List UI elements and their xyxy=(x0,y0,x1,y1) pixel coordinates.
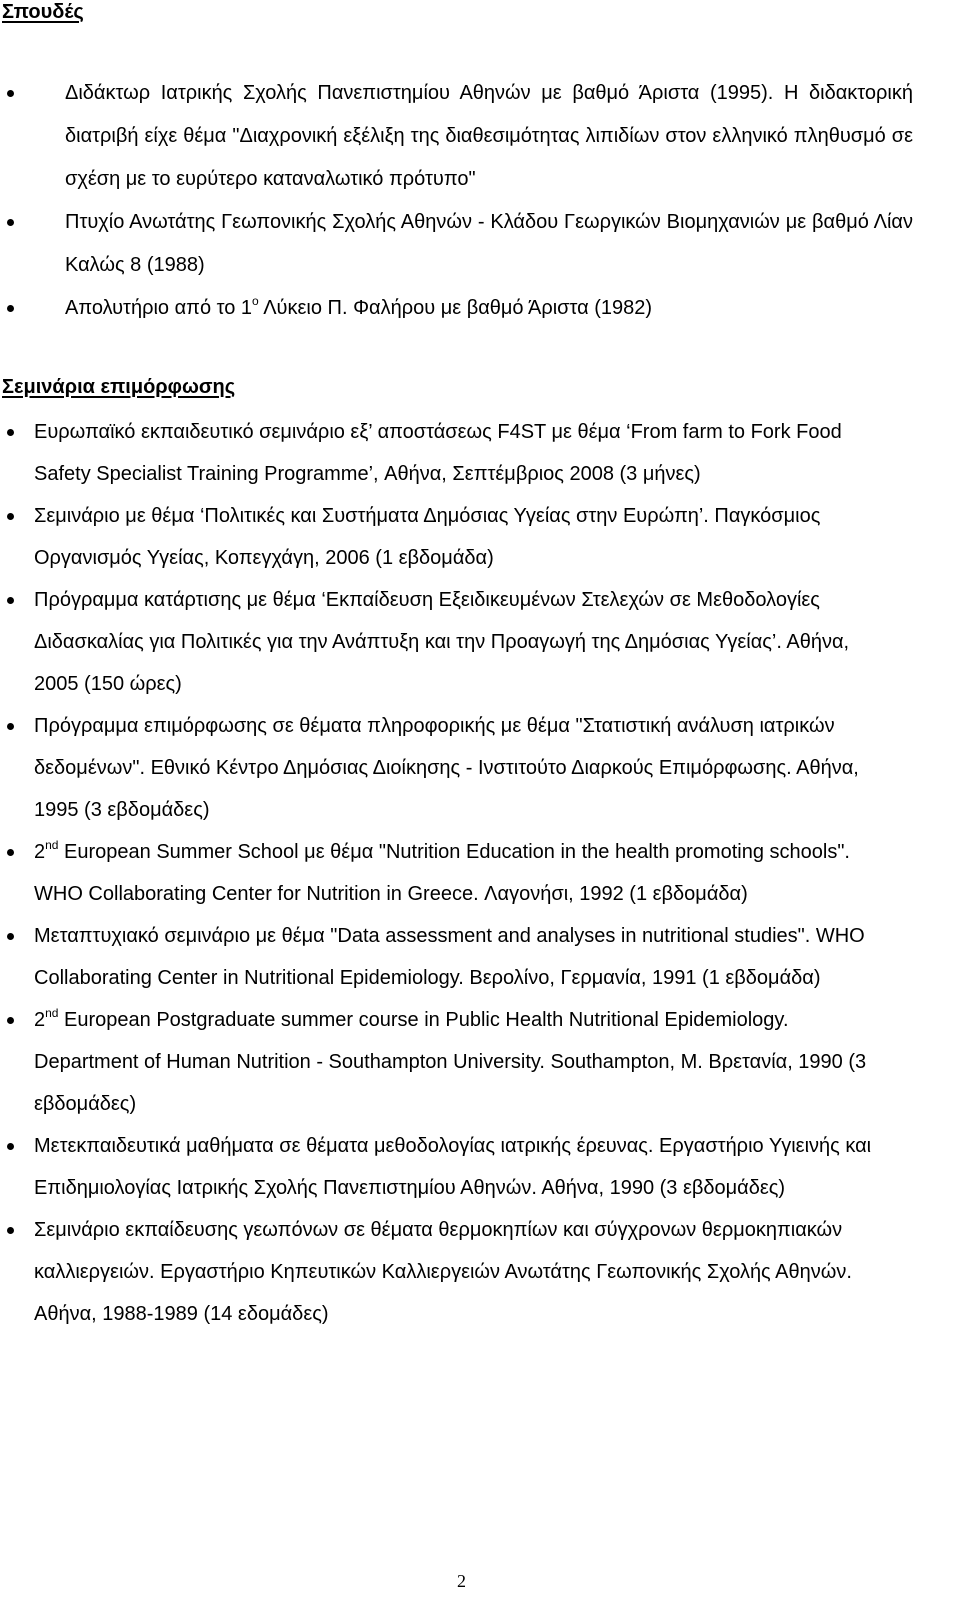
list-item xyxy=(0,705,960,831)
list-item xyxy=(0,201,960,287)
list-item-text: Διδάκτωρ Ιατρικής Σχολής Πανεπιστημίου Αθηνών με βαθμό Άριστα (1995). Η διδακτορική διατριβή είχε θέμα "Διαχρονική εξέλιξη της διαθεσιμότητας λιπιδίων στον ελληνικό πληθυσμό σε σχέση με το ευρύτερο καταναλωτικό πρότυπο" xyxy=(65,82,913,190)
text-part: European Summer School με θέμα "Nutrition Education in the health promoting schools". WHO Collaborating Center for Nutrition in Greece. Λαγονήσι, 1992 (1 εβδομάδα) xyxy=(34,841,850,905)
list-item xyxy=(0,579,960,705)
text-part: 2 xyxy=(34,1009,46,1031)
list-item xyxy=(0,1125,960,1209)
list-item-text: Πρόγραμμα κατάρτισης με θέμα ‘Εκπαίδευση Εξειδικευμένων Στελεχών σε Μεθοδολογίες Διδασκαλίας για Πολιτικές για την Ανάπτυξη και την Προαγωγή της Δημόσιας Υγείας’. Αθήνα, 2005 (150 ώρες) xyxy=(34,589,850,695)
list-item-text: Σεμινάριο εκπαίδευσης γεωπόνων σε θέματα θερμοκηπίων και σύγχρονων θερμοκηπιακών καλλιεργειών. Εργαστήριο Κηπευτικών Καλλιεργειών Ανωτάτης Γεωπονικής Σχολής Αθηνών. Αθήνα, 1988-1989 (14 εδομάδες) xyxy=(34,1219,852,1325)
list-item-text: Μεταπτυχιακό σεμινάριο με θέμα "Data assessment and analyses in nutritional studies". WHO Collaborating Center in Nutritional Epidemiology. Βερολίνο, Γερμανία, 1991 (1 εβδομάδα) xyxy=(34,925,865,989)
list-item-text: Μετεκπαιδευτικά μαθήματα σε θέματα μεθοδολογίας ιατρικής έρευνας. Εργαστήριο Υγιεινής και Επιδημιολογίας Ιατρικής Σχολής Πανεπιστημίου Αθηνών. Αθήνα, 1990 (3 εβδομάδες) xyxy=(34,1135,872,1199)
list-item-text xyxy=(34,831,886,915)
bullet-icon xyxy=(7,849,14,856)
list-item-text: Πρόγραμμα επιμόρφωσης σε θέματα πληροφορικής με θέμα "Στατιστική ανάλυση ιατρικών δεδομένων". Εθνικό Κέντρο Δημόσιας Διοίκησης - Ινστιτούτο Διαρκούς Επιμόρφωσης. Αθήνα, 1995 (3 εβδομάδες) xyxy=(34,715,859,821)
bullet-icon xyxy=(7,597,14,604)
page-number: 2 xyxy=(457,1571,466,1591)
text-part: European Postgraduate summer course in Public Health Nutritional Epidemiology. Department of Human Nutrition - Southampton University. Southampton, Μ. Βρετανία, 1990 (3 εβδομάδες) xyxy=(34,1009,867,1115)
bullet-icon xyxy=(7,305,14,312)
studies-list xyxy=(0,72,960,330)
bullet-icon xyxy=(7,513,14,520)
list-item xyxy=(0,287,960,330)
list-item xyxy=(0,915,960,999)
list-item xyxy=(0,999,960,1125)
list-item xyxy=(0,1209,960,1335)
bullet-icon xyxy=(7,933,14,940)
superscript: nd xyxy=(45,1006,59,1021)
list-item-text: Ευρωπαϊκό εκπαιδευτικό σεμινάριο εξ’ αποστάσεως F4ST με θέμα ‘From farm to Fork Food Safety Specialist Training Programme’, Αθήνα, Σεπτέμβριος 2008 (3 μήνες) xyxy=(34,421,842,485)
bullet-icon xyxy=(7,1017,14,1024)
text-part: 2 xyxy=(34,841,46,863)
seminars-list xyxy=(0,411,960,1335)
studies-heading: Σπουδές xyxy=(2,1,84,23)
list-item-text xyxy=(65,287,913,330)
bullet-icon xyxy=(7,90,14,97)
text-part: Λύκειο Π. Φαλήρου με βαθμό Άριστα (1982) xyxy=(258,297,653,319)
superscript: nd xyxy=(45,838,59,853)
list-item xyxy=(0,495,960,579)
bullet-icon xyxy=(7,219,14,226)
list-item-text xyxy=(34,999,886,1125)
list-item xyxy=(0,831,960,915)
bullet-icon xyxy=(7,429,14,436)
bullet-icon xyxy=(7,723,14,730)
list-item xyxy=(0,411,960,495)
list-item xyxy=(0,72,960,201)
superscript: ο xyxy=(252,294,259,309)
seminars-heading: Σεμινάρια επιμόρφωσης xyxy=(2,376,236,398)
text-part: Απολυτήριο από το 1 xyxy=(65,297,253,319)
list-item-text: Σεμινάριο με θέμα ‘Πολιτικές και Συστήματα Δημόσιας Υγείας στην Ευρώπη’. Παγκόσμιος Οργανισμός Υγείας, Κοπεγχάγη, 2006 (1 εβδομάδα) xyxy=(34,505,821,569)
bullet-icon xyxy=(7,1227,14,1234)
list-item-text: Πτυχίο Ανωτάτης Γεωπονικής Σχολής Αθηνών - Κλάδου Γεωργικών Βιομηχανιών με βαθμό Λίαν Καλώς 8 (1988) xyxy=(65,211,913,276)
bullet-icon xyxy=(7,1143,14,1150)
